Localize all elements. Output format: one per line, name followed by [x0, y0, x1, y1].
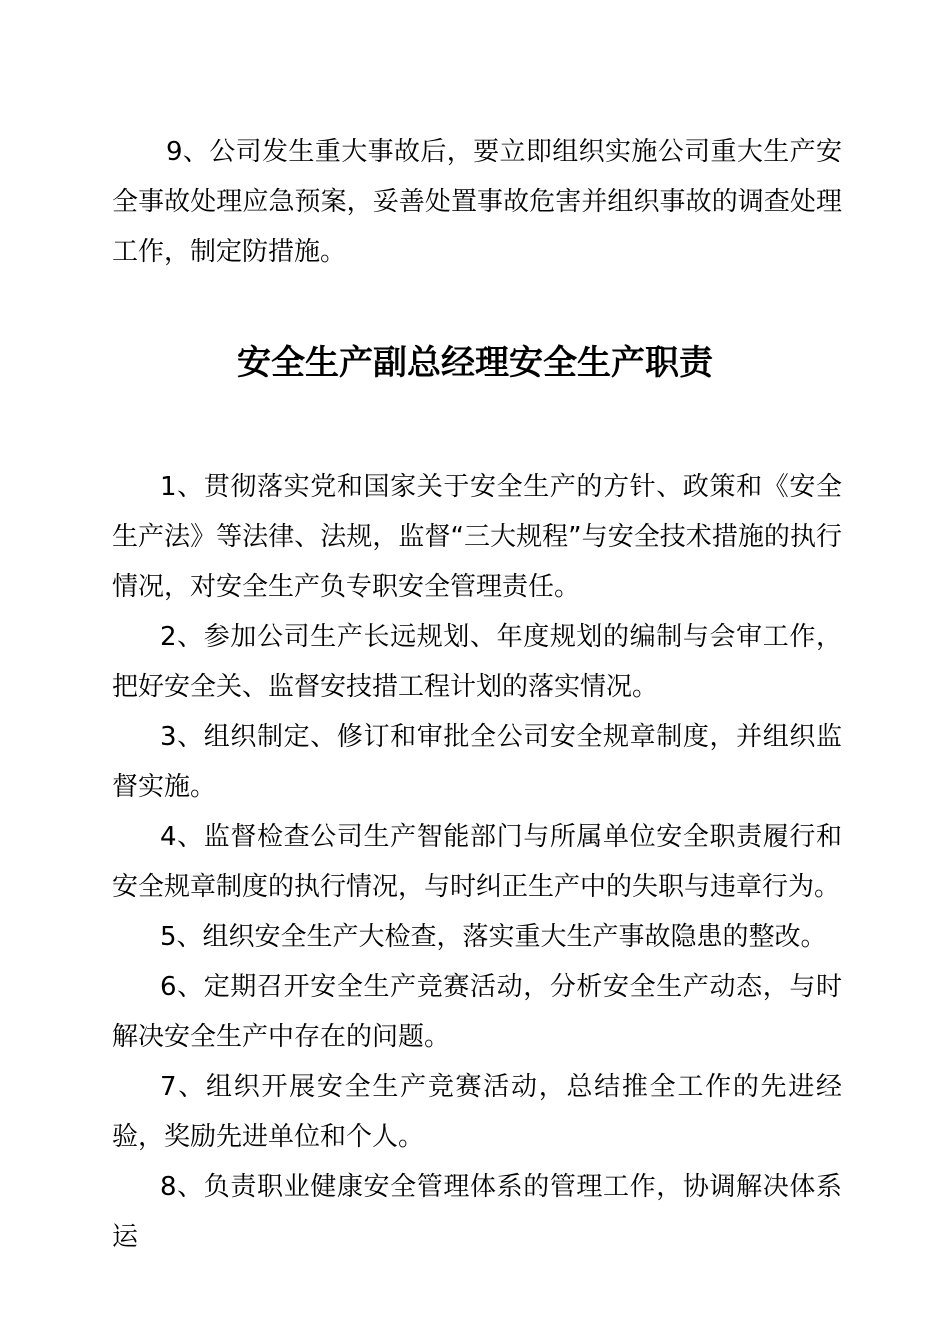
responsibility-item-2: 2、参加公司生产长远规划、年度规划的编制与会审工作，把好安全关、监督安技措工程计划的落实情况。	[112, 622, 842, 702]
responsibility-item-1: 1、贯彻落实党和国家关于安全生产的方针、政策和《安全生产法》等法律、法规，监督“三大规程”与安全技术措施的执行情况，对安全生产负专职安全管理责任。	[112, 472, 842, 602]
intro-paragraph: 9、公司发生重大事故后，要立即组织实施公司重大生产安全事故处理应急预案，妥善处置事故危害并组织事故的调查处理工作，制定防措施。	[112, 137, 842, 267]
responsibility-item-6: 6、定期召开安全生产竞赛活动，分析安全生产动态，与时解决安全生产中存在的问题。	[112, 972, 842, 1052]
responsibility-item-7: 7、组织开展安全生产竞赛活动，总结推全工作的先进经验，奖励先进单位和个人。	[112, 1072, 842, 1152]
responsibility-item-4: 4、监督检查公司生产智能部门与所属单位安全职责履行和安全规章制度的执行情况，与时纠正生产中的失职与违章行为。	[112, 822, 842, 902]
responsibility-item-8: 8、负责职业健康安全管理体系的管理工作，协调解决体系运	[112, 1172, 842, 1252]
responsibility-item-3: 3、组织制定、修订和审批全公司安全规章制度，并组织监督实施。	[112, 722, 842, 802]
section-title: 安全生产副总经理安全生产职责	[237, 343, 713, 383]
responsibility-item-5: 5、组织安全生产大检查，落实重大生产事故隐患的整改。	[160, 922, 827, 952]
